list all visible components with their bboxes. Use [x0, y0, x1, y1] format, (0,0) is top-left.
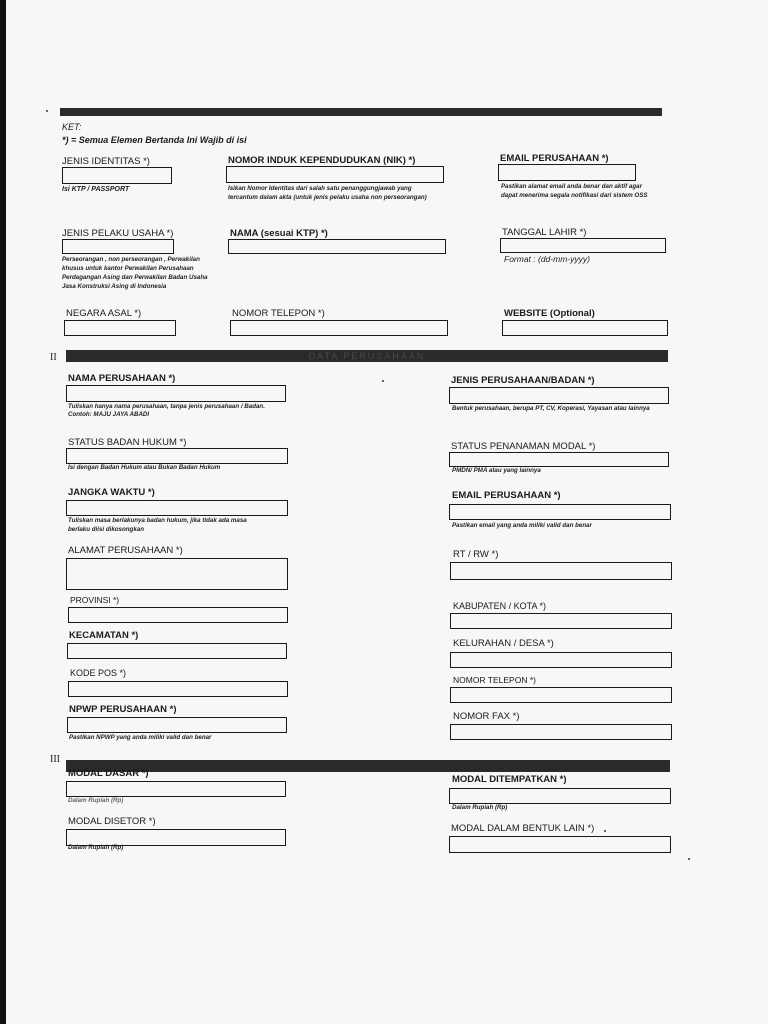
ket-label: KET: — [62, 122, 82, 132]
section-2-marker: II — [50, 352, 57, 363]
provinsi-label: PROVINSI *) — [70, 595, 120, 605]
negara-asal-field[interactable] — [64, 320, 176, 336]
nama-perusahaan-label: NAMA PERUSAHAAN *) — [68, 373, 176, 384]
company-telepon-label: NOMOR TELEPON *) — [453, 675, 536, 685]
status-penanaman-modal-label: STATUS PENANAMAN MODAL *) — [451, 441, 596, 452]
negara-asal-label: NEGARA ASAL *) — [66, 308, 142, 319]
modal-ditempatkan-label: MODAL DITEMPATKAN *) — [452, 774, 567, 785]
rt-rw-field[interactable] — [450, 562, 672, 580]
modal-lain-field[interactable] — [449, 836, 671, 853]
tanggal-lahir-field[interactable] — [500, 238, 666, 253]
status-penanaman-modal-hint: PMDN/ PMA atau yang lainnya — [452, 467, 541, 474]
modal-disetor-hint: Dalam Rupiah (Rp) — [68, 844, 124, 851]
jenis-pelaku-hint-2: khusus untuk kantor Perwakilan Perusahaan — [62, 265, 194, 272]
nama-perusahaan-hint-2: Contoh: MAJU JAYA ABADI — [68, 411, 150, 418]
npwp-hint: Pastikan NPWP yang anda miliki valid dan benar — [69, 734, 212, 741]
modal-ditempatkan-field[interactable] — [449, 788, 671, 804]
scan-speck — [46, 110, 48, 112]
status-badan-hukum-label: STATUS BADAN HUKUM *) — [68, 437, 187, 448]
alamat-field[interactable] — [66, 558, 288, 590]
email-hint-1: Pastikan alamat email anda benar dan aktif agar — [501, 183, 642, 190]
nomor-telepon-field[interactable] — [230, 320, 448, 336]
nomor-fax-label: NOMOR FAX *) — [453, 711, 520, 722]
email-perusahaan-label: EMAIL PERUSAHAAN *) — [452, 490, 561, 501]
jenis-pelaku-label: JENIS PELAKU USAHA *) — [62, 228, 174, 239]
scan-speck — [382, 380, 384, 382]
jangka-waktu-hint-2: berlaku diisi dikosongkan — [68, 526, 144, 533]
email-hint-2: dapat menerima segala notifikasi dari sistem OSS — [501, 192, 648, 199]
npwp-label: NPWP PERUSAHAAN *) — [69, 704, 177, 715]
tanggal-lahir-hint: Format : (dd-mm-yyyy) — [504, 254, 590, 264]
npwp-field[interactable] — [67, 717, 287, 733]
section-1-header-bar — [60, 108, 662, 116]
status-badan-hukum-field[interactable] — [66, 448, 288, 464]
jenis-identitas-field[interactable] — [62, 167, 172, 184]
company-telepon-field[interactable] — [450, 687, 672, 703]
jangka-waktu-field[interactable] — [66, 500, 288, 516]
website-field[interactable] — [502, 320, 668, 336]
nik-hint-1: Isikan Nomor Identitas dari salah satu penanggungjawab yang — [228, 185, 412, 192]
modal-dasar-hint: Dalam Rupiah (Rp) — [68, 797, 124, 804]
website-label: WEBSITE (Optional) — [504, 308, 595, 319]
jenis-perusahaan-field[interactable] — [449, 387, 669, 404]
jenis-identitas-label: JENIS IDENTITAS *) — [62, 156, 150, 167]
email-field[interactable] — [498, 164, 636, 181]
tanggal-lahir-label: TANGGAL LAHIR *) — [502, 227, 587, 238]
modal-dasar-field[interactable] — [66, 781, 286, 797]
email-perusahaan-hint: Pastikan email yang anda miliki valid dan benar — [452, 522, 592, 529]
jangka-waktu-label: JANGKA WAKTU *) — [68, 487, 155, 498]
jenis-pelaku-hint-4: Jasa Konstruksi Asing di Indonesia — [62, 283, 167, 290]
scan-speck — [688, 858, 690, 860]
jenis-pelaku-hint-3: Perdagangan Asing dan Perwakilan Badan Usaha — [62, 274, 208, 281]
jenis-perusahaan-hint: Bentuk perusahaan, berupa PT, CV, Koperasi, Yayasan atau lainnya — [452, 405, 650, 412]
nik-label: NOMOR INDUK KEPENDUDUKAN (NIK) *) — [228, 155, 416, 166]
kelurahan-label: KELURAHAN / DESA *) — [453, 638, 554, 649]
section-3-marker: III — [50, 754, 60, 765]
email-perusahaan-field[interactable] — [449, 504, 671, 520]
jenis-identitas-hint: Isi KTP / PASSPORT — [62, 186, 130, 193]
section-2-header-bar — [66, 350, 668, 362]
kabupaten-field[interactable] — [450, 613, 672, 629]
scan-speck — [604, 830, 606, 832]
email-label: EMAIL PERUSAHAAN *) — [500, 153, 609, 164]
nama-perusahaan-field[interactable] — [66, 385, 286, 402]
scan-page-edge — [0, 0, 6, 1024]
modal-ditempatkan-hint: Dalam Rupiah (Rp) — [452, 804, 508, 811]
provinsi-field[interactable] — [68, 607, 288, 623]
alamat-label: ALAMAT PERUSAHAAN *) — [68, 545, 183, 556]
modal-dasar-label: MODAL DASAR *) — [68, 768, 149, 779]
kabupaten-label: KABUPATEN / KOTA *) — [453, 601, 547, 611]
nik-field[interactable] — [226, 166, 444, 183]
nama-perusahaan-hint-1: Tuliskan hanya nama perusahaan, tanpa jenis perusahaan / Badan. — [68, 403, 265, 410]
status-penanaman-modal-field[interactable] — [449, 452, 669, 467]
modal-lain-label: MODAL DALAM BENTUK LAIN *) — [451, 823, 595, 834]
nomor-telepon-label: NOMOR TELEPON *) — [232, 308, 325, 319]
jangka-waktu-hint-1: Tuliskan masa berlakunya badan hukum, jika tidak ada masa — [68, 517, 247, 524]
required-note: *) = Semua Elemen Bertanda Ini Wajib di isi — [62, 135, 247, 145]
kecamatan-field[interactable] — [67, 643, 287, 659]
nik-hint-2: tercantum dalam akta (untuk jenis pelaku usaha non perseorangan) — [228, 194, 427, 201]
kelurahan-field[interactable] — [450, 652, 672, 668]
kecamatan-label: KECAMATAN *) — [69, 630, 139, 641]
section-2-title: DATA PERUSAHAAN — [308, 351, 426, 361]
rt-rw-label: RT / RW *) — [453, 549, 499, 560]
modal-disetor-label: MODAL DISETOR *) — [68, 816, 156, 827]
kode-pos-field[interactable] — [68, 681, 288, 697]
jenis-pelaku-field[interactable] — [62, 239, 174, 254]
kode-pos-label: KODE POS *) — [70, 668, 127, 678]
jenis-pelaku-hint-1: Perseorangan , non perseorangan , Perwakilan — [62, 256, 200, 263]
section-3-header-bar — [66, 760, 670, 772]
status-badan-hukum-hint: Isi dengan Badan Hukum atau Bukan Badan Hukum — [68, 464, 221, 471]
jenis-perusahaan-label: JENIS PERUSAHAAN/BADAN *) — [451, 375, 595, 386]
nomor-fax-field[interactable] — [450, 724, 672, 740]
nama-label: NAMA (sesuai KTP) *) — [230, 228, 328, 239]
nama-field[interactable] — [228, 239, 446, 254]
